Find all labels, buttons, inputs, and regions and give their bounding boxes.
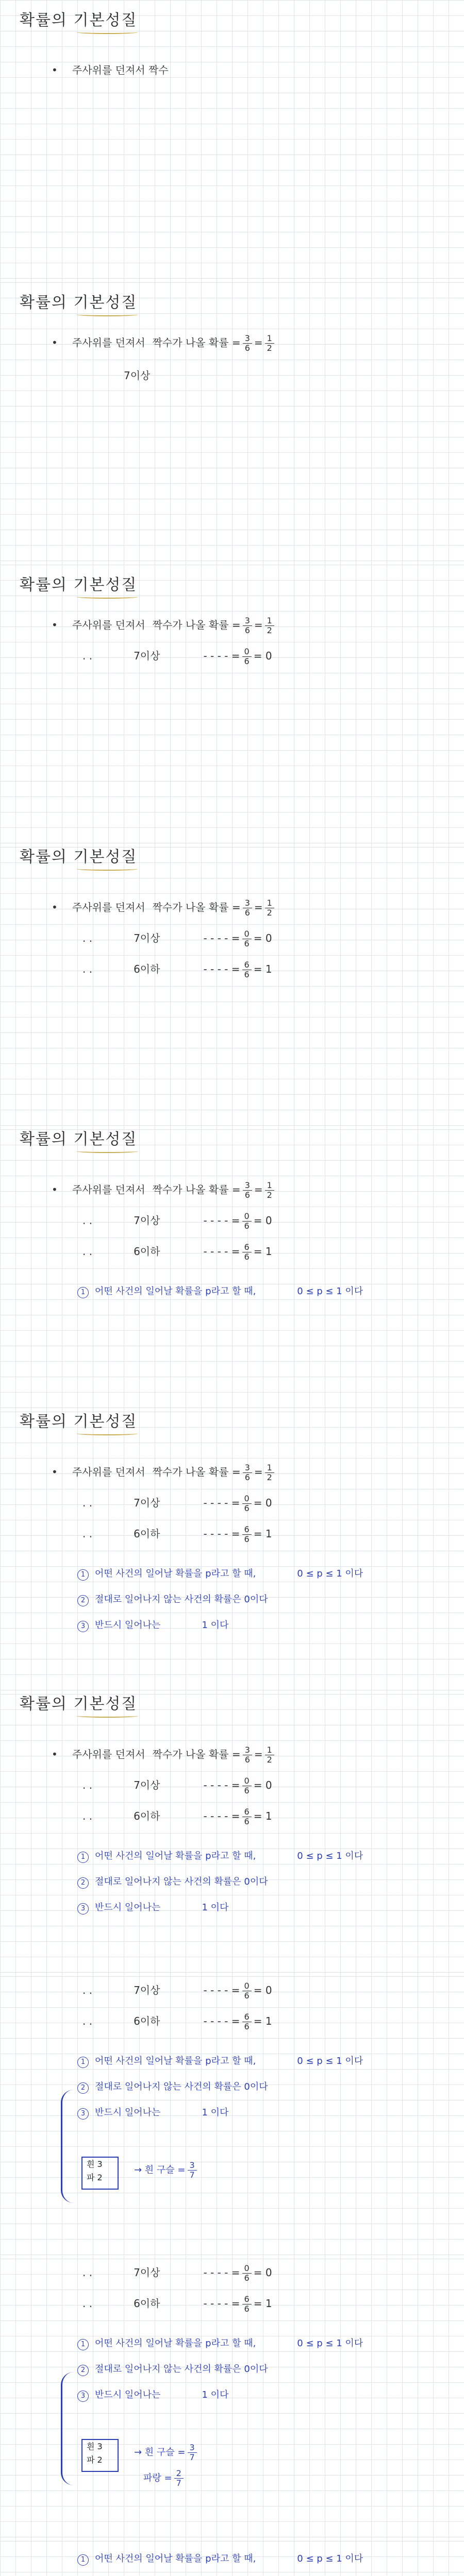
property-note: [77, 2336, 363, 2350]
fraction-3-6: [243, 899, 252, 918]
numerator: 0: [242, 2264, 252, 2274]
denominator: 6: [244, 2022, 250, 2031]
lead-text: 주사위를 던져서: [72, 901, 145, 913]
denominator: 6: [244, 1472, 250, 1482]
note-text: 어떤 사건의 일어날 확률을 p라고 할 때,: [95, 1568, 256, 1579]
label-6-or-less: 6이하: [134, 2297, 160, 2310]
line-partial: [52, 62, 169, 77]
page-title: 확률의 기본성질: [20, 1694, 137, 1714]
numerator: 0: [242, 1212, 252, 1222]
fraction-0-6: [242, 2264, 252, 2283]
numerator: 6: [242, 1525, 252, 1535]
line-seven-or-more: [82, 1981, 272, 2001]
denominator: 6: [244, 1221, 250, 1231]
note-text: 어떤 사건의 일어날 확률을 p라고 할 때,: [95, 2553, 256, 2564]
box-blue: 파 2: [87, 2455, 103, 2465]
denominator: 6: [244, 1755, 250, 1765]
circled-number: 3: [77, 1621, 89, 1632]
equals-zero: = 0: [253, 1497, 272, 1509]
line-seven-or-more: [82, 1212, 272, 1231]
marble-box: [81, 2157, 119, 2190]
dots: . .: [82, 2297, 93, 2310]
lead-text: 주사위를 던져서: [72, 1748, 145, 1760]
dots: . .: [82, 1779, 93, 1791]
equals-one: = 1: [253, 1528, 272, 1540]
fraction-1-2: [265, 899, 274, 918]
property-note: [77, 1284, 363, 1298]
notebook-page: [0, 847, 464, 1130]
notebook-page: [0, 1694, 464, 1977]
bullet: •: [52, 64, 58, 76]
tail-text: 짝수가 나올 확률 =: [152, 336, 241, 349]
fraction-1-2: [265, 616, 274, 635]
numerator: 3: [243, 1181, 252, 1191]
denominator: 6: [244, 939, 250, 948]
line-even-number: [52, 1745, 276, 1765]
line-six-or-less: [82, 2012, 272, 2031]
dots: . .: [82, 963, 93, 975]
label-6-or-less: 6이하: [134, 1810, 160, 1822]
line-seven-or-more: [124, 367, 150, 382]
property-note: [77, 2079, 278, 2094]
property-note: [77, 2362, 278, 2376]
denominator: 2: [267, 1755, 272, 1765]
notebook-page: [0, 2259, 464, 2542]
note-text: 반드시 일어나는: [95, 2389, 161, 2400]
circled-number: 2: [77, 2082, 89, 2094]
dots: . .: [82, 1984, 93, 1996]
numerator: 1: [265, 616, 274, 626]
denominator: 2: [267, 1190, 272, 1200]
line-seven-or-more: [82, 2264, 272, 2283]
box-white: 흰 3: [87, 2159, 103, 2169]
numerator: 1: [265, 1463, 274, 1473]
label-7-or-more: 7이상: [134, 932, 160, 944]
fraction-1-2: [265, 1181, 274, 1200]
equals-one: = 1: [253, 2297, 272, 2310]
dashes: - - - - =: [203, 2015, 240, 2027]
tail-text: 짝수가 나올 확률 =: [152, 1748, 241, 1760]
property-note: [77, 1874, 278, 1889]
denominator: 6: [244, 625, 250, 635]
bullet: •: [52, 619, 58, 631]
fraction-0-6: [242, 647, 252, 666]
dashes: - - - - =: [203, 2266, 240, 2279]
line-even-number: [52, 616, 276, 635]
lead-text: 주사위를 던져서: [72, 1183, 145, 1196]
fraction-0-6: [242, 1212, 252, 1231]
white-label: → 흰 구슬 =: [134, 2447, 186, 2458]
property-note: [77, 1849, 363, 1863]
fraction-3-6: [243, 1745, 252, 1765]
note-condition: 1 이다: [202, 2389, 229, 2400]
equals-sign: =: [254, 336, 263, 349]
numerator: 1: [265, 1745, 274, 1755]
numerator: 3: [243, 1745, 252, 1755]
fraction-3-7: [188, 2443, 197, 2462]
fraction-3-6: [243, 616, 252, 635]
fraction-3-6: [243, 1181, 252, 1200]
property-note: [77, 2387, 228, 2402]
page-title: 확률의 기본성질: [20, 572, 137, 595]
dots: . .: [82, 1497, 93, 1509]
numerator: 3: [243, 334, 252, 344]
line-six-or-less: [82, 1243, 272, 1262]
denominator: 6: [244, 656, 250, 666]
numerator: 2: [174, 2469, 184, 2479]
note-text: 반드시 일어나는: [95, 1620, 161, 1631]
fraction-1-2: [265, 1745, 274, 1765]
circled-number: 1: [77, 1569, 89, 1581]
box-white: 흰 3: [87, 2442, 103, 2451]
dots: . .: [82, 1528, 93, 1540]
box-blue: 파 2: [87, 2173, 103, 2182]
blue-label: 파랑 =: [143, 2472, 172, 2484]
denominator: 6: [244, 1991, 250, 2001]
fraction-0-6: [242, 1981, 252, 2001]
note-condition: 0 ≤ p ≤ 1 이다: [297, 2338, 363, 2349]
denominator: 6: [244, 1534, 250, 1544]
dashes: - - - - =: [203, 1214, 240, 1227]
dashes: - - - - =: [203, 1779, 240, 1791]
label-7-or-more: 7이상: [134, 1214, 160, 1227]
dots: . .: [82, 1810, 93, 1822]
line-seven-or-more: [82, 1494, 272, 1513]
dashes: - - - - =: [203, 1984, 240, 1996]
notebook-page: [0, 0, 464, 283]
notebook-page: [0, 1412, 464, 1695]
note-text: 어떤 사건의 일어날 확률을 p라고 할 때,: [95, 2056, 256, 2066]
note-text: 반드시 일어나는: [95, 1902, 161, 1913]
fraction-0-6: [242, 1776, 252, 1795]
notebook-page: [0, 282, 464, 566]
note-condition: 0 ≤ p ≤ 1 이다: [297, 2553, 363, 2564]
white-probability: [134, 2443, 199, 2462]
circled-number: 2: [77, 1877, 89, 1889]
line-seven-or-more: [82, 647, 272, 666]
denominator: 6: [244, 1503, 250, 1513]
equals-sign: =: [254, 1183, 263, 1196]
equals-zero: = 0: [253, 932, 272, 944]
numerator: 1: [265, 1181, 274, 1191]
numerator: 3: [243, 899, 252, 908]
white-label: → 흰 구슬 =: [134, 2164, 186, 2176]
denominator: 2: [267, 343, 272, 353]
dots: . .: [82, 932, 93, 944]
label-6-or-less: 6이하: [134, 1245, 160, 1258]
dots: . .: [82, 2266, 93, 2279]
numerator: 3: [243, 616, 252, 626]
fraction-6-6: [242, 960, 252, 979]
label-7-or-more: 7이상: [134, 1779, 160, 1791]
lead-text: 주사위를 던져서: [72, 619, 145, 631]
numerator: 6: [242, 2295, 252, 2304]
notebook-page: [0, 1976, 464, 2260]
denominator: 6: [244, 908, 250, 918]
circled-number: 1: [77, 2339, 89, 2350]
numerator: 3: [188, 2161, 197, 2171]
note-text: 절대로 일어나지 않는 사건의 확률은 0이다: [95, 2364, 268, 2375]
line-even-number: [52, 334, 276, 353]
equals-zero: = 0: [253, 1214, 272, 1227]
fraction-6-6: [242, 2295, 252, 2314]
blue-probability: [143, 2469, 186, 2488]
label-7-or-more: 7이상: [134, 1497, 160, 1509]
fraction-0-6: [242, 1494, 252, 1513]
property-note: [77, 1618, 228, 1632]
dashes: - - - - =: [203, 1528, 240, 1540]
property-note: [77, 2054, 363, 2068]
numerator: 0: [242, 929, 252, 939]
circled-number: 1: [77, 1852, 89, 1863]
tail-text: 짝수가 나올 확률 =: [152, 1466, 241, 1478]
dashes: - - - - =: [203, 1497, 240, 1509]
note-condition: 0 ≤ p ≤ 1 이다: [297, 1286, 363, 1297]
property-note: [77, 2105, 228, 2120]
note-condition: 0 ≤ p ≤ 1 이다: [297, 2056, 363, 2066]
dots: . .: [82, 1214, 93, 1227]
fraction-3-6: [243, 1463, 252, 1482]
lead-text: 주사위를 던져서: [72, 1466, 145, 1478]
note-condition: 0 ≤ p ≤ 1 이다: [297, 1568, 363, 1579]
numerator: 1: [265, 899, 274, 908]
note-condition: 0 ≤ p ≤ 1 이다: [297, 1851, 363, 1861]
numerator: 0: [242, 1494, 252, 1504]
label-7-or-more: 7이상: [134, 650, 160, 662]
note-text: 어떤 사건의 일어날 확률을 p라고 할 때,: [95, 1851, 256, 1861]
numerator: 6: [242, 1243, 252, 1252]
circled-number: 2: [77, 1595, 89, 1606]
bullet: •: [52, 1748, 58, 1760]
circled-number: 1: [77, 1287, 89, 1298]
equals-one: = 1: [253, 1810, 272, 1822]
line-six-or-less: [82, 960, 272, 979]
circled-number: 2: [77, 2365, 89, 2376]
line-even-number: [52, 1181, 276, 1200]
numerator: 3: [243, 1463, 252, 1473]
equals-zero: = 0: [253, 650, 272, 662]
left-brace: [61, 2090, 74, 2203]
page-title: 확률의 기본성질: [20, 7, 137, 30]
denominator: 2: [267, 1472, 272, 1482]
denominator: 6: [244, 1252, 250, 1262]
dots: . .: [82, 2015, 93, 2027]
numerator: 1: [265, 334, 274, 344]
property-note: [77, 1566, 363, 1581]
numerator: 0: [242, 1981, 252, 1991]
denominator: 2: [267, 625, 272, 635]
equals-one: = 1: [253, 1245, 272, 1258]
property-note: [77, 2551, 363, 2566]
equals-sign: =: [254, 1466, 263, 1478]
marble-box: [81, 2439, 119, 2472]
lead-text: 주사위를 던져서: [72, 336, 145, 349]
numerator: 6: [242, 1807, 252, 1817]
line-even-number: [52, 899, 276, 918]
white-probability: [134, 2161, 199, 2180]
equals-zero: = 0: [253, 1984, 272, 1996]
circled-number: 1: [77, 2554, 89, 2566]
label-7-or-more: 7이상: [134, 1984, 160, 1996]
notebook-page: [0, 565, 464, 848]
equals-zero: = 0: [253, 1779, 272, 1791]
label-7-or-more: 7이상: [134, 2266, 160, 2279]
line-even-number: [52, 1463, 276, 1482]
fraction-1-2: [265, 1463, 274, 1482]
notebook-page: [0, 1129, 464, 1413]
line-six-or-less: [82, 1807, 272, 1826]
denominator: 7: [176, 2478, 181, 2488]
note-text: 절대로 일어나지 않는 사건의 확률은 0이다: [95, 2081, 268, 2092]
denominator: 7: [189, 2170, 195, 2180]
circled-number: 3: [77, 2391, 89, 2402]
denominator: 6: [244, 2273, 250, 2283]
equals-one: = 1: [253, 963, 272, 975]
denominator: 6: [244, 970, 250, 979]
denominator: 6: [244, 1190, 250, 1200]
equals-sign: =: [254, 1748, 263, 1760]
property-note: [77, 1592, 278, 1606]
bullet: •: [52, 901, 58, 913]
partial-text: 주사위를 던져서 짝수: [72, 64, 169, 76]
numerator: 6: [242, 960, 252, 970]
equals-zero: = 0: [253, 2266, 272, 2279]
left-brace: [61, 2372, 74, 2485]
denominator: 6: [244, 2304, 250, 2314]
line-six-or-less: [82, 1525, 272, 1544]
fraction-6-6: [242, 1243, 252, 1262]
notebook-page: [0, 2541, 464, 2576]
denominator: 6: [244, 1786, 250, 1795]
numerator: 3: [188, 2443, 197, 2453]
label-6-or-less: 6이하: [134, 1528, 160, 1540]
numerator: 0: [242, 1776, 252, 1786]
page-title: 확률의 기본성질: [20, 1129, 137, 1149]
circled-number: 1: [77, 2057, 89, 2068]
line-six-or-less: [82, 2295, 272, 2314]
dashes: - - - - =: [203, 650, 240, 662]
fraction-6-6: [242, 2012, 252, 2031]
circled-number: 3: [77, 1903, 89, 1914]
page-title: 확률의 기본성질: [20, 1412, 137, 1431]
line-seven-or-more: [82, 1776, 272, 1795]
page-title: 확률의 기본성질: [20, 290, 137, 312]
tail-text: 짝수가 나올 확률 =: [152, 1183, 241, 1196]
note-text: 어떤 사건의 일어날 확률을 p라고 할 때,: [95, 2338, 256, 2349]
fraction-3-6: [243, 334, 252, 353]
fraction-2-7: [174, 2469, 184, 2488]
denominator: 6: [244, 343, 250, 353]
label-6-or-less: 6이하: [134, 2015, 160, 2027]
dots: . .: [82, 650, 93, 662]
label-6-or-less: 6이하: [134, 963, 160, 975]
equals-sign: =: [254, 619, 263, 631]
denominator: 7: [189, 2452, 195, 2462]
bullet: •: [52, 1466, 58, 1478]
note-text: 절대로 일어나지 않는 사건의 확률은 0이다: [95, 1594, 268, 1605]
equals-one: = 1: [253, 2015, 272, 2027]
note-condition: 1 이다: [202, 1902, 229, 1913]
tail-text: 짝수가 나올 확률 =: [152, 901, 241, 913]
denominator: 6: [244, 1817, 250, 1826]
dashes: - - - - =: [203, 963, 240, 975]
bullet: •: [52, 336, 58, 349]
denominator: 2: [267, 908, 272, 918]
note-text: 반드시 일어나는: [95, 2107, 161, 2118]
fraction-0-6: [242, 929, 252, 948]
tail-text: 짝수가 나올 확률 =: [152, 619, 241, 631]
numerator: 0: [242, 647, 252, 657]
fraction-3-7: [188, 2161, 197, 2180]
property-note: [77, 1900, 228, 1914]
bullet: •: [52, 1183, 58, 1196]
page-title: 확률의 기본성질: [20, 847, 137, 867]
fraction-6-6: [242, 1807, 252, 1826]
label-7-or-more: 7이상: [124, 369, 151, 382]
note-condition: 1 이다: [202, 2107, 229, 2118]
equals-sign: =: [254, 901, 263, 913]
note-condition: 1 이다: [202, 1620, 229, 1631]
dashes: - - - - =: [203, 932, 240, 944]
dashes: - - - - =: [203, 2297, 240, 2310]
dashes: - - - - =: [203, 1245, 240, 1258]
dots: . .: [82, 1245, 93, 1258]
numerator: 6: [242, 2012, 252, 2022]
fraction-1-2: [265, 334, 274, 353]
note-text: 절대로 일어나지 않는 사건의 확률은 0이다: [95, 1876, 268, 1887]
fraction-6-6: [242, 1525, 252, 1544]
dashes: - - - - =: [203, 1810, 240, 1822]
note-text: 어떤 사건의 일어날 확률을 p라고 할 때,: [95, 1286, 256, 1297]
circled-number: 3: [77, 2108, 89, 2120]
line-seven-or-more: [82, 929, 272, 948]
